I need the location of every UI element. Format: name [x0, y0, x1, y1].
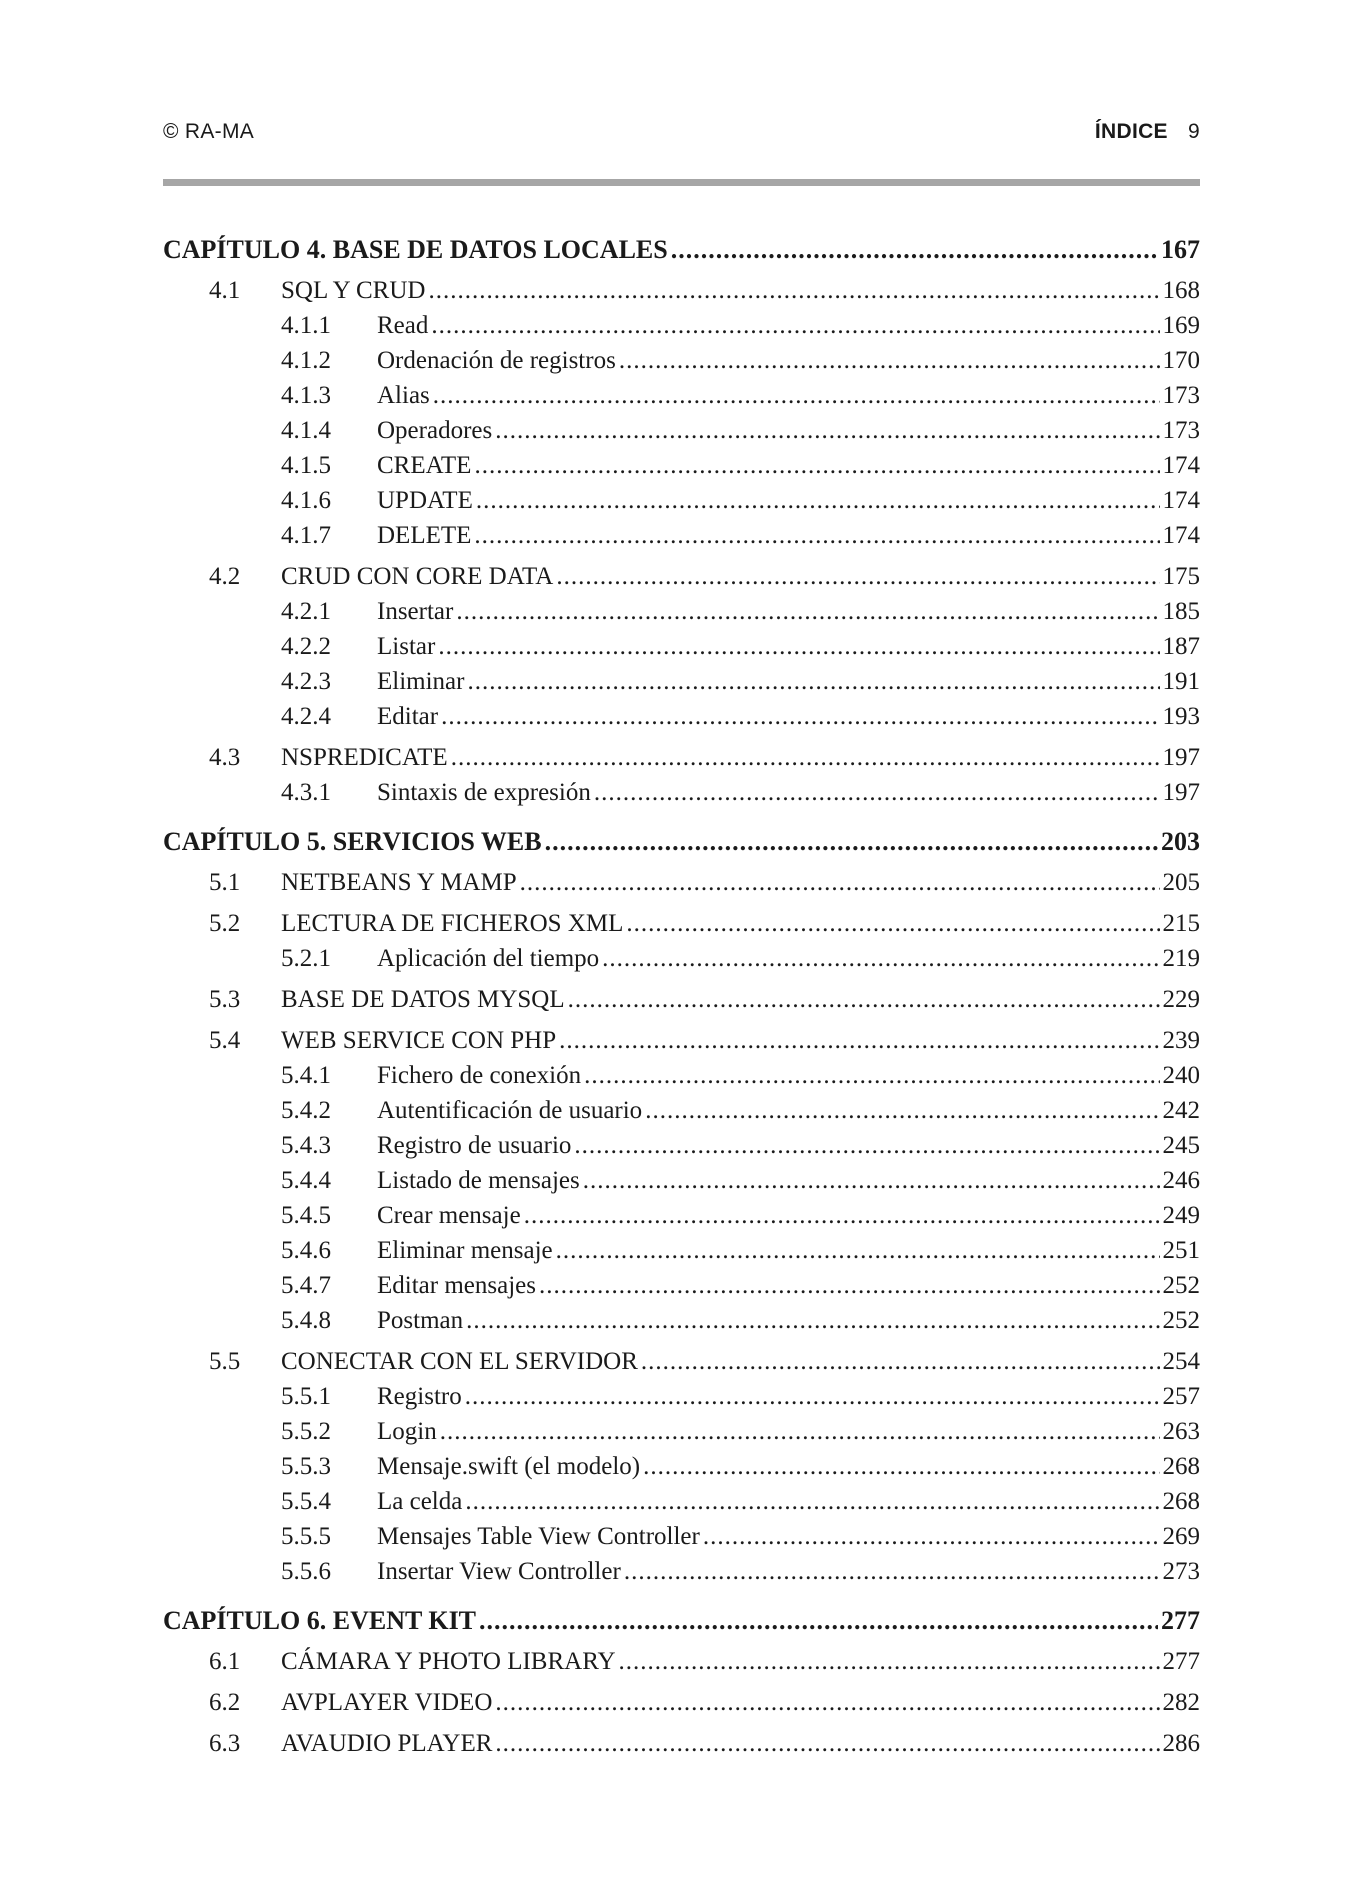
- toc-entry-page: 169: [1162, 312, 1200, 339]
- dot-leader: [643, 1449, 1159, 1484]
- toc-sub-entry[interactable]: [163, 1484, 1200, 1519]
- toc-entry-title: CAPÍTULO 4. BASE DE DATOS LOCALES: [163, 235, 668, 264]
- toc-sub-entry[interactable]: [163, 1303, 1200, 1338]
- dot-leader: [438, 629, 1159, 664]
- toc-chapter-entry[interactable]: [163, 232, 1200, 267]
- toc-entry-number: 5.5.3: [281, 1453, 331, 1480]
- toc-entry-title: Editar: [377, 703, 439, 730]
- toc-entry-number: 5.5.4: [281, 1488, 331, 1515]
- toc-entry-page: 187: [1162, 633, 1200, 660]
- toc-entry-title: CAPÍTULO 5. SERVICIOS WEB: [163, 827, 542, 856]
- toc-entry-number: 4.1: [209, 277, 241, 304]
- toc-entry-title: Crear mensaje: [377, 1202, 521, 1229]
- toc-entry-page: 229: [1162, 986, 1200, 1013]
- toc-entry-number: 4.3.1: [281, 779, 331, 806]
- toc-sub-entry[interactable]: [163, 1449, 1200, 1484]
- dot-leader: [495, 1685, 1159, 1720]
- toc-entry-page: 252: [1162, 1307, 1200, 1334]
- toc-entry-title: SQL Y CRUD: [281, 277, 426, 304]
- toc-section-entry[interactable]: [163, 906, 1200, 941]
- toc-entry-number: 4.2.3: [281, 668, 331, 695]
- toc-entry-page: 197: [1162, 779, 1200, 806]
- toc-chapter-entry[interactable]: [163, 824, 1200, 859]
- dot-leader: [671, 232, 1158, 267]
- dot-leader: [556, 559, 1159, 594]
- toc-section-entry[interactable]: [163, 1023, 1200, 1058]
- toc-entry-page: 205: [1162, 869, 1200, 896]
- dot-leader: [431, 308, 1159, 343]
- dot-leader: [583, 1163, 1160, 1198]
- dot-leader: [451, 740, 1160, 775]
- toc-entry-number: 4.1.3: [281, 382, 331, 409]
- dot-leader: [456, 594, 1159, 629]
- dot-leader: [619, 1644, 1160, 1679]
- toc-sub-entry[interactable]: [163, 1268, 1200, 1303]
- toc-section-entry[interactable]: [163, 559, 1200, 594]
- running-head: [1095, 120, 1200, 144]
- toc-entry-title: CAPÍTULO 6. EVENT KIT: [163, 1606, 477, 1635]
- toc-sub-entry[interactable]: [163, 941, 1200, 976]
- toc-entry-title: Insertar: [377, 598, 454, 625]
- dot-leader: [602, 941, 1159, 976]
- toc-entry-page: 174: [1162, 452, 1200, 479]
- toc-sub-entry[interactable]: [163, 448, 1200, 483]
- toc-sub-entry[interactable]: [163, 1414, 1200, 1449]
- toc-entry-number: 6.3: [209, 1730, 241, 1757]
- table-of-contents: [163, 232, 1200, 1761]
- dot-leader: [465, 1379, 1160, 1414]
- toc-entry-title: Eliminar: [377, 668, 465, 695]
- toc-entry-title: Login: [377, 1418, 437, 1445]
- toc-entry-number: 4.1.7: [281, 522, 331, 549]
- toc-entry-title: LECTURA DE FICHEROS XML: [281, 910, 624, 937]
- toc-entry-page: 282: [1162, 1689, 1200, 1716]
- toc-sub-entry[interactable]: [163, 629, 1200, 664]
- toc-entry-title: AVAUDIO PLAYER: [281, 1730, 493, 1757]
- toc-entry-title: Postman: [377, 1307, 464, 1334]
- toc-entry-title: NETBEANS Y MAMP: [281, 869, 517, 896]
- toc-entry-page: 174: [1162, 487, 1200, 514]
- dot-leader: [441, 699, 1159, 734]
- toc-entry-title: Operadores: [377, 417, 493, 444]
- toc-entry-number: 5.4.8: [281, 1307, 331, 1334]
- dot-leader: [479, 1603, 1158, 1638]
- toc-entry-number: 5.2: [209, 910, 241, 937]
- dot-leader: [466, 1303, 1159, 1338]
- toc-entry-page: 173: [1162, 417, 1200, 444]
- dot-leader: [545, 824, 1158, 859]
- toc-section-entry[interactable]: [163, 740, 1200, 775]
- toc-entry-page: 254: [1162, 1348, 1200, 1375]
- dot-leader: [520, 865, 1160, 900]
- toc-entry-title: Editar mensajes: [377, 1272, 536, 1299]
- dot-leader: [524, 1198, 1160, 1233]
- toc-entry-page: 277: [1161, 1606, 1200, 1635]
- toc-section-entry[interactable]: [163, 1685, 1200, 1720]
- toc-sub-entry[interactable]: [163, 378, 1200, 413]
- toc-entry-number: 5.1: [209, 869, 241, 896]
- toc-entry-title: Registro de usuario: [377, 1132, 572, 1159]
- dot-leader: [574, 1128, 1159, 1163]
- toc-entry-page: 286: [1162, 1730, 1200, 1757]
- toc-entry-title: Mensaje.swift (el modelo): [377, 1453, 641, 1480]
- toc-entry-number: 4.1.5: [281, 452, 331, 479]
- header-rule: [163, 179, 1200, 186]
- dot-leader: [495, 413, 1159, 448]
- toc-entry-page: 185: [1162, 598, 1200, 625]
- toc-entry-number: 5.3: [209, 986, 241, 1013]
- toc-entry-title: Alias: [377, 382, 430, 409]
- toc-entry-page: 277: [1162, 1648, 1200, 1675]
- toc-entry-number: 5.4.2: [281, 1097, 331, 1124]
- toc-sub-entry[interactable]: [163, 1093, 1200, 1128]
- toc-entry-title: BASE DE DATOS MYSQL: [281, 986, 565, 1013]
- toc-sub-entry[interactable]: [163, 1519, 1200, 1554]
- toc-sub-entry[interactable]: [163, 699, 1200, 734]
- dot-leader: [626, 906, 1159, 941]
- toc-entry-number: 6.2: [209, 1689, 241, 1716]
- toc-sub-entry[interactable]: [163, 343, 1200, 378]
- toc-entry-number: 5.5.2: [281, 1418, 331, 1445]
- publisher-mark: © RA-MA: [163, 120, 255, 143]
- toc-entry-number: 6.1: [209, 1648, 241, 1675]
- toc-entry-title: AVPLAYER VIDEO: [281, 1689, 493, 1716]
- toc-sub-entry[interactable]: [163, 1379, 1200, 1414]
- dot-leader: [467, 664, 1159, 699]
- toc-entry-title: CONECTAR CON EL SERVIDOR: [281, 1348, 638, 1375]
- toc-entry-number: 4.2.4: [281, 703, 331, 730]
- toc-entry-title: Sintaxis de expresión: [377, 779, 591, 806]
- dot-leader: [428, 273, 1159, 308]
- toc-section-entry[interactable]: [163, 865, 1200, 900]
- toc-entry-number: 5.4.6: [281, 1237, 331, 1264]
- dot-leader: [624, 1554, 1160, 1589]
- toc-entry-number: 4.2: [209, 563, 241, 590]
- toc-entry-title: CÁMARA Y PHOTO LIBRARY: [281, 1648, 616, 1675]
- toc-section-entry[interactable]: [163, 1644, 1200, 1679]
- toc-entry-page: 269: [1162, 1523, 1200, 1550]
- toc-entry-title: NSPREDICATE: [281, 744, 448, 771]
- toc-section-entry[interactable]: [163, 982, 1200, 1017]
- toc-section-entry[interactable]: [163, 273, 1200, 308]
- page-header: [163, 112, 1200, 152]
- toc-entry-page: 246: [1162, 1167, 1200, 1194]
- dot-leader: [440, 1414, 1160, 1449]
- page-number: 9: [1188, 120, 1200, 143]
- toc-entry-title: Fichero de conexión: [377, 1062, 582, 1089]
- dot-leader: [539, 1268, 1160, 1303]
- toc-entry-number: 5.5.1: [281, 1383, 331, 1410]
- toc-chapter-entry[interactable]: [163, 1603, 1200, 1638]
- toc-sub-entry[interactable]: [163, 1233, 1200, 1268]
- toc-entry-page: 268: [1162, 1488, 1200, 1515]
- toc-entry-page: 268: [1162, 1453, 1200, 1480]
- toc-sub-entry[interactable]: [163, 483, 1200, 518]
- toc-entry-page: 251: [1162, 1237, 1200, 1264]
- dot-leader: [433, 378, 1160, 413]
- toc-entry-page: 249: [1162, 1202, 1200, 1229]
- toc-entry-page: 263: [1162, 1418, 1200, 1445]
- toc-sub-entry[interactable]: [163, 413, 1200, 448]
- toc-entry-page: 240: [1162, 1062, 1200, 1089]
- toc-entry-title: Autentificación de usuario: [377, 1097, 643, 1124]
- toc-sub-entry[interactable]: [163, 308, 1200, 343]
- toc-entry-number: 5.4.5: [281, 1202, 331, 1229]
- toc-entry-title: Listar: [377, 633, 436, 660]
- toc-entry-title: CRUD CON CORE DATA: [281, 563, 554, 590]
- toc-entry-title: La celda: [377, 1488, 463, 1515]
- toc-entry-number: 5.5.6: [281, 1558, 331, 1585]
- toc-sub-entry[interactable]: [163, 664, 1200, 699]
- dot-leader: [556, 1233, 1160, 1268]
- toc-entry-page: 242: [1162, 1097, 1200, 1124]
- toc-entry-number: 5.4: [209, 1027, 241, 1054]
- toc-entry-title: DELETE: [377, 522, 472, 549]
- toc-entry-page: 191: [1162, 668, 1200, 695]
- toc-entry-title: UPDATE: [377, 487, 473, 514]
- toc-sub-entry[interactable]: [163, 775, 1200, 810]
- dot-leader: [568, 982, 1160, 1017]
- toc-entry-page: 175: [1162, 563, 1200, 590]
- toc-entry-title: Insertar View Controller: [377, 1558, 621, 1585]
- dot-leader: [645, 1093, 1159, 1128]
- toc-entry-page: 168: [1162, 277, 1200, 304]
- toc-entry-title: Ordenación de registros: [377, 347, 616, 374]
- toc-entry-title: Read: [377, 312, 429, 339]
- toc-sub-entry[interactable]: [163, 1163, 1200, 1198]
- toc-entry-number: 4.1.6: [281, 487, 331, 514]
- toc-entry-number: 4.1.4: [281, 417, 331, 444]
- toc-entry-number: 5.2.1: [281, 945, 331, 972]
- toc-entry-page: 219: [1162, 945, 1200, 972]
- dot-leader: [476, 483, 1160, 518]
- toc-entry-title: Mensajes Table View Controller: [377, 1523, 700, 1550]
- toc-sub-entry[interactable]: [163, 1554, 1200, 1589]
- toc-entry-number: 4.2.2: [281, 633, 331, 660]
- dot-leader: [465, 1484, 1159, 1519]
- toc-entry-page: 197: [1162, 744, 1200, 771]
- toc-entry-page: 215: [1162, 910, 1200, 937]
- dot-leader: [474, 518, 1159, 553]
- toc-entry-number: 4.1.2: [281, 347, 331, 374]
- toc-sub-entry[interactable]: [163, 1198, 1200, 1233]
- toc-entry-page: 173: [1162, 382, 1200, 409]
- toc-sub-entry[interactable]: [163, 1058, 1200, 1093]
- toc-entry-page: 170: [1162, 347, 1200, 374]
- toc-entry-number: 4.1.1: [281, 312, 331, 339]
- dot-leader: [559, 1023, 1159, 1058]
- toc-entry-title: WEB SERVICE CON PHP: [281, 1027, 557, 1054]
- toc-entry-page: 203: [1161, 827, 1200, 856]
- toc-entry-page: 273: [1162, 1558, 1200, 1585]
- toc-entry-page: 167: [1161, 235, 1200, 264]
- toc-entry-number: 5.4.1: [281, 1062, 331, 1089]
- toc-entry-page: 174: [1162, 522, 1200, 549]
- dot-leader: [474, 448, 1159, 483]
- toc-entry-title: Listado de mensajes: [377, 1167, 580, 1194]
- dot-leader: [584, 1058, 1159, 1093]
- toc-entry-number: 4.2.1: [281, 598, 331, 625]
- toc-sub-entry[interactable]: [163, 1128, 1200, 1163]
- toc-sub-entry[interactable]: [163, 518, 1200, 553]
- toc-entry-number: 5.5: [209, 1348, 241, 1375]
- dot-leader: [619, 343, 1160, 378]
- toc-entry-page: 252: [1162, 1272, 1200, 1299]
- toc-entry-number: 5.4.7: [281, 1272, 331, 1299]
- running-head-title: ÍNDICE: [1094, 120, 1168, 143]
- toc-entry-number: 5.4.3: [281, 1132, 331, 1159]
- toc-entry-number: 5.4.4: [281, 1167, 331, 1194]
- dot-leader: [703, 1519, 1160, 1554]
- toc-entry-title: Aplicación del tiempo: [377, 945, 600, 972]
- toc-section-entry[interactable]: [163, 1344, 1200, 1379]
- toc-entry-page: 245: [1162, 1132, 1200, 1159]
- toc-sub-entry[interactable]: [163, 594, 1200, 629]
- toc-entry-title: Eliminar mensaje: [377, 1237, 553, 1264]
- toc-entry-page: 239: [1162, 1027, 1200, 1054]
- toc-entry-page: 193: [1162, 703, 1200, 730]
- toc-entry-number: 5.5.5: [281, 1523, 331, 1550]
- toc-entry-number: 4.3: [209, 744, 241, 771]
- dot-leader: [594, 775, 1160, 810]
- toc-entry-page: 257: [1162, 1383, 1200, 1410]
- toc-entry-title: CREATE: [377, 452, 472, 479]
- dot-leader: [495, 1726, 1159, 1761]
- toc-section-entry[interactable]: [163, 1726, 1200, 1761]
- toc-entry-title: Registro: [377, 1383, 462, 1410]
- dot-leader: [641, 1344, 1160, 1379]
